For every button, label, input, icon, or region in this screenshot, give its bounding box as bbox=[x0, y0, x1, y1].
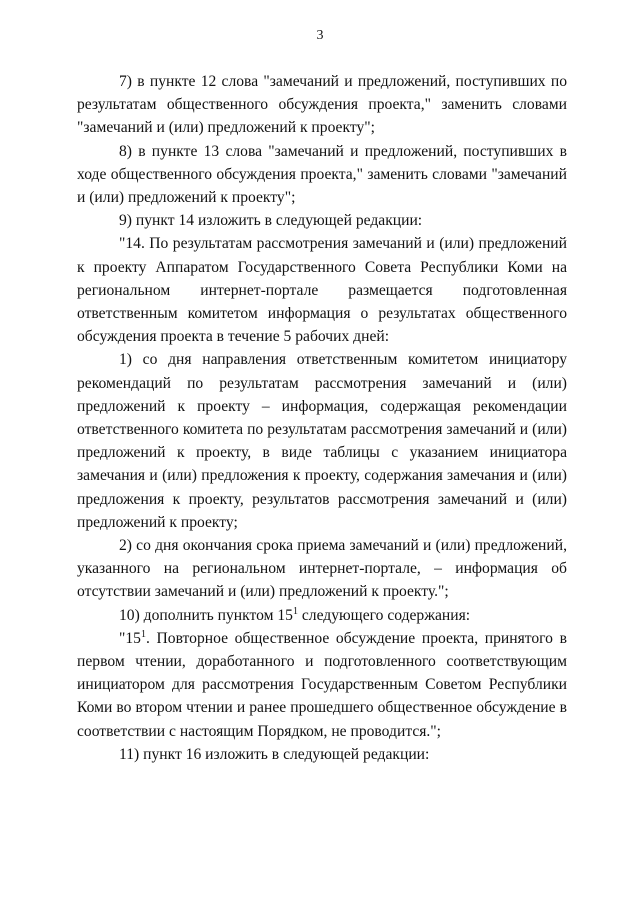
item-10-superscript: 1 bbox=[292, 605, 298, 617]
item-10-text-end: следующего содержания: bbox=[297, 606, 471, 624]
clause-15-1-paragraph bbox=[77, 627, 567, 743]
clause-15-1-number: "15 bbox=[119, 629, 141, 647]
item-11-paragraph: 11) пункт 16 изложить в следующей редакции: bbox=[119, 745, 430, 763]
page-number: 3 bbox=[316, 28, 324, 43]
clause-14-subitem-2: 2) со дня окончания срока приема замечаний и (или) предложений, указанного на региональном интернет-портале, – информация об отсутствии замечаний и (или) предложений к проекту."; bbox=[77, 537, 567, 601]
clause-14-subitem-1: 1) со дня направления ответственным комитетом инициатору рекомендаций по результатам рассмотрения замечаний и (или) предложений к проекту – информация, содержащая рекомендации ответственного комитета по результатам рассмотрения замечаний и (или) предложений к проекту, в виде таблицы с указанием инициатора замечания и (или) предложения к проекту, содержания замечания и (или) предложения к проекту, результатов рассмотрения замечаний и (или) предложений к проекту; bbox=[77, 351, 567, 531]
item-10-text: 10) дополнить пунктом 15 bbox=[119, 606, 293, 624]
item-9-paragraph: 9) пункт 14 изложить в следующей редакции: bbox=[119, 212, 423, 230]
document-body bbox=[77, 70, 567, 766]
item-8-paragraph: 8) в пункте 13 слова "замечаний и предложений, поступивших в ходе общественного обсуждения проекта," заменить словами "замечаний и (или) предложений к проекту"; bbox=[77, 142, 567, 207]
item-10-paragraph bbox=[77, 604, 567, 627]
item-7-paragraph: 7) в пункте 12 слова "замечаний и предложений, поступивших по результатам общественного обсуждения проекта," заменить словами "замечаний и (или) предложений к проекту"; bbox=[77, 73, 567, 137]
clause-15-1-superscript: 1 bbox=[140, 628, 146, 640]
clause-14-paragraph: "14. По результатам рассмотрения замечаний и (или) предложений к проекту Аппаратом Государственного Совета Республики Коми на региональном интернет-портале размещается подготовленная ответственным комитетом информация о результатах общественного обсуждения проекта в течение 5 рабочих дней: bbox=[77, 235, 567, 346]
clause-15-1-text: . Повторное общественное обсуждение проекта, принятого в первом чтении, доработанного и подготовленного соответствующим инициатором для рассмотрения Государственным Советом Республики Коми во втором чтении и ранее прошедшего общественное обсуждение в соответствии с настоящим Порядком, не проводится."; bbox=[77, 629, 567, 740]
